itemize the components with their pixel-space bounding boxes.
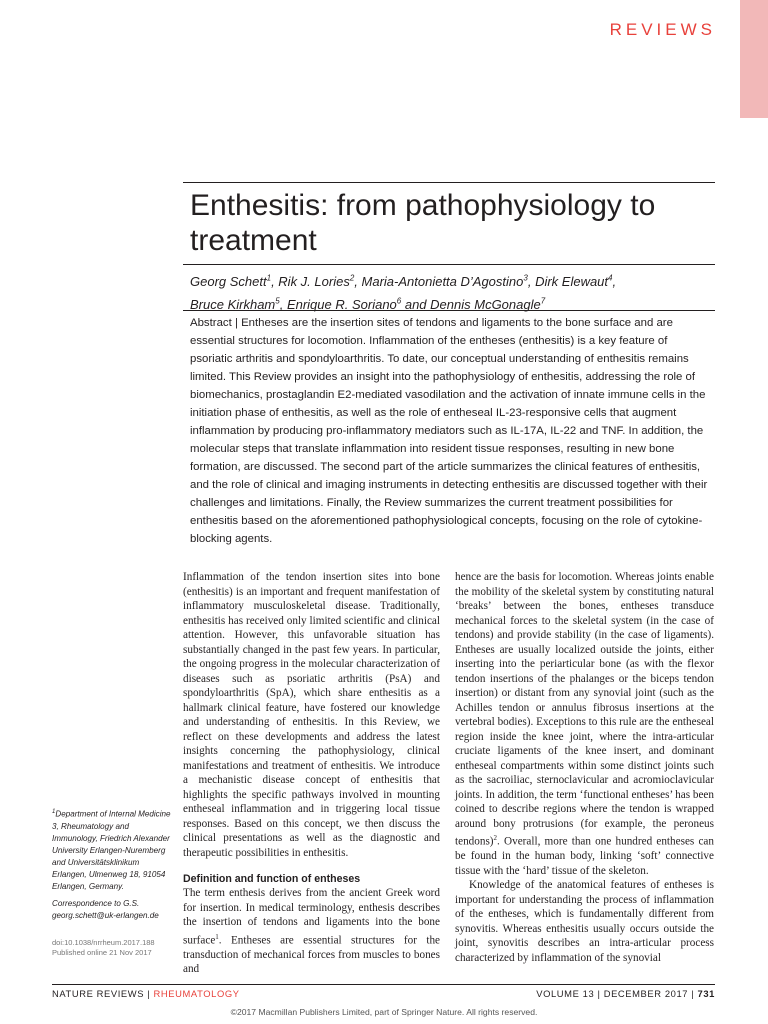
correspondence[interactable]: Correspondence to G.S. georg.schett@uk-erlangen.de	[52, 898, 159, 920]
author: Enrique R. Soriano$^6$ and	[286, 296, 431, 312]
body-paragraph: hence are the basis for locomotion. Whereas joints enable the mobility of the skeletal system by constituting natural ‘breaks’ between the bones, entheses transduce mechanical forces to the skeletal system (in the case of tendons) and provide stability (in the case of ligaments). Entheses are usually localized outside the joints, either inserting into the periarticular bone (as with the flexor tendon insertions of the phalanges or the biceps tendon insertion) or distant from any synovial joint (such as the Achilles tendon or annulus fibrosus insertions at the vertebral bodies). Exceptions to this rule are the entheseal region inside the knee joint, where the intra-articular cruciate ligaments of the knee insert, and dominant entheseal compartments within some distinct joints such as the sacroiliac, sternoclavicular and acromioclavicular joints. In addition, the term ‘functional entheses’ has been coined to describe regions where the tendon is wrapped around bony protrusions (for example, the peroneus tendons)$^2$. Overall, more than one hundred entheses can be found in the human body, linking ‘soft’ connective tissue with the ‘hard’ tissue of the skeleton.	[455, 571, 714, 877]
article-title: Enthesitis: from pathophysiology to treatment	[190, 189, 656, 257]
author: Maria-Antonietta D’Agostino$^3$,	[361, 274, 536, 290]
author: Bruce Kirkham$^5$,	[190, 296, 287, 312]
page-number: 731	[697, 988, 715, 999]
footer-rule	[52, 984, 715, 985]
abstract-rule	[183, 310, 715, 311]
copyright: ©2017 Macmillan Publishers Limited, part of Springer Nature. All rights reserved.	[230, 1007, 538, 1017]
definition-paragraph: The term enthesis derives from the ancient Greek word for insertion. In medical terminology, enthesis describes the insertion of tendons and ligaments into the bone surface$^1$. Entheses are essential structures for the transduction of mechanical forces from muscles to bones and	[183, 887, 440, 976]
section-heading: Definition and function of entheses	[183, 873, 361, 885]
author: Dirk Elewaut$^4$,	[535, 274, 617, 290]
volume-info: VOLUME 13 | DECEMBER 2017 | 731	[536, 988, 715, 999]
journal-accent: RHEUMATOLOGY	[153, 988, 240, 999]
title-rule	[183, 182, 715, 183]
section-edge-tab	[740, 0, 768, 118]
author: Georg Schett$^1$,	[190, 274, 279, 290]
doi-link[interactable]: doi:10.1038/nrrheum.2017.188	[52, 938, 155, 947]
authors-rule	[183, 264, 715, 265]
abstract	[190, 314, 710, 548]
abstract-text: Entheses are the insertion sites of tendons and ligaments to the bone surface and are essential structures for locomotion. Inflammation of the entheses (enthesitis) is a key feature of psoriatic arthritis and spondyloarthritis. To date, our conceptual understanding of enthesitis remains limited. This Review provides an insight into the pathophysiology of enthesitis, addressing the role of biomechanics, prostaglandin E2-mediated vasodilation and the activation of innate immune cells in the initiation phase of enthesitis, as well as the role of entheseal IL-23-responsive cells that augment inflammation by producing pro-inflammatory mediators such as IL-17A, IL-22 and TNF. In addition, the molecular steps that translate inflammation into resident tissue responses, resulting in new bone formation, are discussed. The second part of the article summarizes the clinical features of enthesitis, and the role of clinical and imaging instruments in detecting enthesitis are discussed together with their challenges and limitations. Finally, the Review summarizes the current treatment possibilities for enthesitis based on the aforementioned pathophysiological concepts, focusing on the role of cytokine-blocking agents.	[190, 317, 708, 545]
author: Rik J. Lories$^2$,	[278, 274, 362, 290]
body-column-left	[183, 570, 440, 977]
reference-marker[interactable]: 1	[215, 932, 219, 941]
reference-marker[interactable]: 2	[493, 834, 498, 842]
published-date: Published online 21 Nov 2017	[52, 948, 152, 957]
intro-paragraph: Inflammation of the tendon insertion sites into bone (enthesitis) is an important and frequent manifestation of inflammatory musculoskeletal disease. Traditionally, enthesitis has received only limited scientific and clinical attention. However, this unfavorable situation has substantially changed in the past few years. In particular, the ongoing progress in the molecular characterization of diseases such as psoriatic arthritis (PsA) and spondyloarthritis (SpA), which share enthesitis as a hallmark clinical feature, have fostered our knowledge and understanding of enthesitis. In this Review, we reflect on these developments and address the latest insights concerning the pathophysiology, clinical manifestations and treatment of enthesitis. We introduce a mechanistic disease concept of enthesitis that highlights the specific pathways involved in mounting entheseal inflammation and in triggering local tissue responses. Based on this concept, we then discuss the clinical presentations as well as the diagnostic and therapeutic possibilities in enthesitis.	[183, 571, 440, 859]
abstract-label: Abstract |	[190, 317, 242, 329]
affiliation: $^1$Department of Internal Medicine 3, Rheumatology and Immunology, Friedrich Alexander University Erlangen-Nuremberg and Universitätsklinikum Erlangen, Ulmenweg 18, 91054 Erlangen, Germany.	[52, 809, 171, 891]
body-column-right	[455, 570, 714, 965]
doi-block	[52, 938, 176, 958]
affiliation-sidebar	[52, 806, 174, 927]
author: Dennis McGonagle$^7$	[430, 296, 546, 312]
journal-name: NATURE REVIEWS | RHEUMATOLOGY	[52, 988, 240, 999]
body-paragraph: Knowledge of the anatomical features of entheses is important for understanding the process of inflammation of the entheses, which is fundamentally different from synovitis. Whereas enthesitis usually occurs outside the joint, synovitis describes an intra-articular process characterized by inflammation of the synovial	[455, 879, 714, 964]
author-list	[190, 269, 710, 314]
section-label: REVIEWS	[609, 20, 716, 39]
